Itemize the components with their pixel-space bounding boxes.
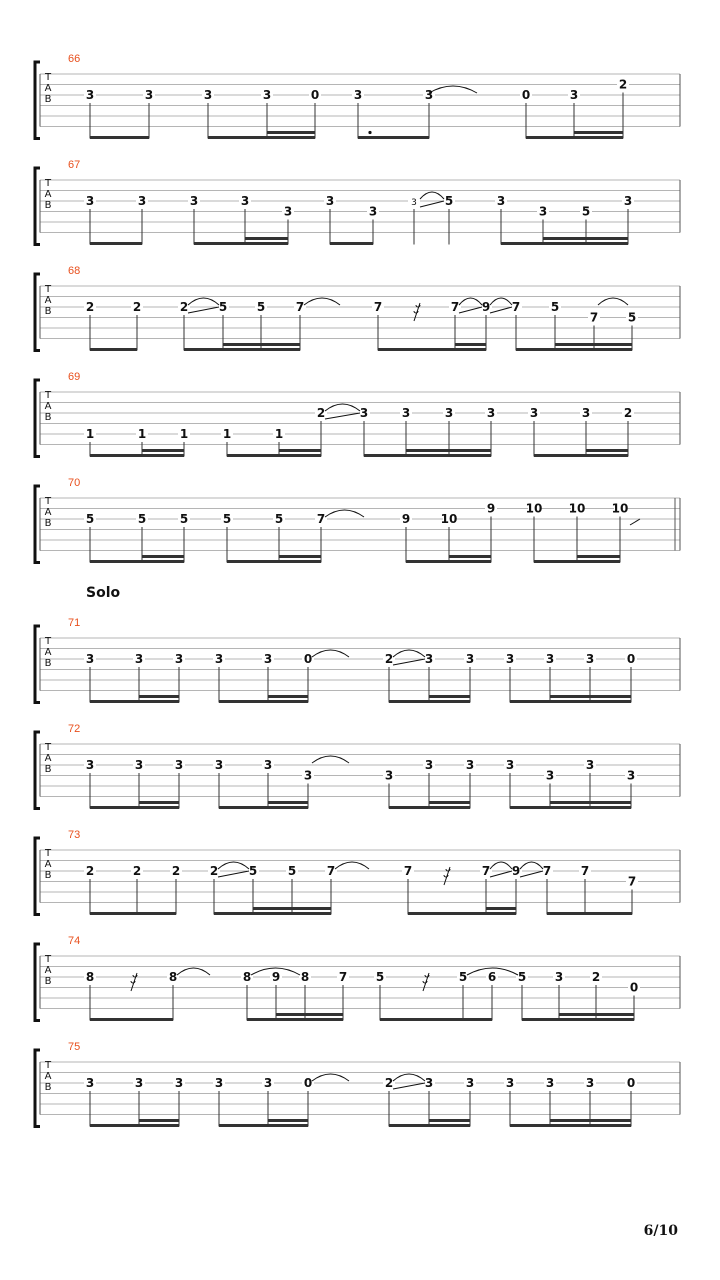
fret-number: 0 (521, 88, 531, 102)
fret-number: 1 (222, 427, 232, 441)
fret-number: 0 (303, 652, 313, 666)
slide-line (218, 871, 249, 877)
fret-number: 0 (303, 1076, 313, 1090)
fret-number: 2 (384, 1076, 394, 1090)
page-number: 6/10 (643, 1223, 678, 1239)
fret-number: 2 (316, 406, 326, 420)
fret-number: 3 (554, 970, 564, 984)
tie-arc (490, 298, 512, 305)
slide-line (490, 871, 512, 877)
fret-number: 3 (203, 88, 213, 102)
fret-number: 6 (487, 970, 497, 984)
fret-number: 2 (209, 864, 219, 878)
tie-arc (188, 298, 219, 305)
fret-number: 3 (585, 758, 595, 772)
fret-number: 3 (623, 194, 633, 208)
fret-number: 1 (85, 427, 95, 441)
tab-clef-letter: T (44, 72, 52, 83)
fret-number: 3 (174, 1076, 184, 1090)
fret-number: 5 (274, 512, 284, 526)
fret-number: 2 (132, 300, 142, 314)
fret-number: 2 (132, 864, 142, 878)
fret-number: 3 (626, 768, 636, 783)
fret-number: 0 (629, 980, 639, 995)
fret-number: 3 (214, 652, 224, 666)
fret-number: 3 (174, 758, 184, 772)
fret-number: 7 (580, 864, 590, 878)
fret-number: 3 (283, 204, 293, 219)
fret-number: 3 (263, 1076, 273, 1090)
sixteenth-rest (423, 973, 429, 991)
system-bracket (35, 380, 40, 457)
tab-system (35, 371, 680, 457)
fret-number: 3 (465, 652, 475, 666)
system-bracket (35, 486, 40, 563)
tie-arc (325, 404, 360, 411)
fret-number: 7 (295, 300, 305, 314)
fret-number: 5 (375, 970, 385, 984)
system-bracket (35, 168, 40, 245)
fret-number: 2 (171, 864, 181, 878)
fret-number: 5 (256, 300, 266, 314)
tab-system (35, 1041, 680, 1127)
fret-number: 3 (585, 1076, 595, 1090)
sixteenth-rest (444, 867, 450, 885)
fret-number: 3 (85, 194, 95, 208)
slide-line (630, 519, 640, 525)
fret-number: 7 (326, 864, 336, 878)
fret-number: 7 (627, 874, 637, 889)
fret-number: 3 (214, 1076, 224, 1090)
fret-number: 8 (168, 970, 178, 984)
fret-number: 3 (505, 758, 515, 772)
tab-clef-letter: A (44, 647, 52, 658)
fret-number: 9 (271, 970, 281, 984)
tab-clef-letter: A (44, 1071, 52, 1082)
fret-number: 3 (189, 194, 199, 208)
tie-arc (312, 756, 349, 763)
tab-system (35, 617, 680, 703)
fret-number: 7 (481, 864, 491, 878)
fret-number: 3 (538, 204, 548, 219)
tab-clef-letter: B (44, 200, 52, 211)
fret-number: 1 (137, 427, 147, 441)
tie-arc (177, 968, 210, 975)
fret-number: 3 (134, 652, 144, 666)
measure-number: 72 (68, 723, 81, 735)
fret-number: 3 (545, 1076, 555, 1090)
fret-number: 2 (618, 77, 628, 92)
fret-number: 7 (403, 864, 413, 878)
fret-number: 3 (137, 194, 147, 208)
fret-number: 3 (465, 758, 475, 772)
system-bracket (35, 944, 40, 1021)
tab-systems (35, 53, 680, 1127)
fret-number: 3 (424, 652, 434, 666)
fret-number: 10 (440, 512, 458, 526)
tie-arc (490, 862, 512, 869)
tab-system (35, 723, 680, 809)
rhythm-dot (368, 131, 371, 134)
tab-clef-letter: B (44, 306, 52, 317)
tab-clef-letter: A (44, 189, 52, 200)
slide-line (393, 659, 425, 665)
fret-number: 5 (222, 512, 232, 526)
fret-number: 3 (174, 652, 184, 666)
fret-number: 3 (214, 758, 224, 772)
tie-arc (312, 650, 349, 657)
tie-arc (335, 862, 369, 869)
tab-system (35, 829, 680, 915)
tab-clef-letter: A (44, 83, 52, 94)
tie-arc (420, 192, 444, 199)
fret-number: 5 (444, 194, 454, 208)
fret-number: 3 (496, 194, 506, 208)
tab-clef-letter: A (44, 507, 52, 518)
slide-line (520, 871, 543, 877)
tab-clef-letter: A (44, 859, 52, 870)
slide-line (325, 413, 360, 419)
fret-number: 3 (581, 406, 591, 420)
tab-clef-letter: T (44, 496, 52, 507)
fret-number: 2 (623, 406, 633, 420)
fret-number: 5 (550, 300, 560, 314)
fret-number: 2 (85, 864, 95, 878)
measure-number: 68 (68, 265, 81, 277)
tab-system (35, 159, 680, 245)
tie-arc (218, 862, 249, 869)
fret-number: 2 (591, 970, 601, 984)
fret-number: 3 (303, 768, 313, 783)
tie-arc (304, 298, 340, 305)
system-bracket (35, 62, 40, 139)
fret-number: 9 (481, 300, 491, 314)
tab-system (35, 265, 680, 351)
tab-clef-letter: T (44, 284, 52, 295)
fret-number: 3 (505, 1076, 515, 1090)
measure-number: 74 (68, 935, 81, 947)
fret-number: 3 (505, 652, 515, 666)
fret-number: 3 (263, 652, 273, 666)
fret-number: 5 (218, 300, 228, 314)
tab-clef-letter: T (44, 954, 52, 965)
fret-number: 8 (85, 970, 95, 984)
tab-system (35, 935, 680, 1021)
fret-number: 5 (248, 864, 258, 878)
fret-number: 5 (287, 864, 297, 878)
fret-number: 7 (450, 300, 460, 314)
fret-number: 9 (401, 512, 411, 526)
tab-clef-letter: A (44, 401, 52, 412)
fret-number: 10 (525, 501, 543, 516)
tab-clef-letter: T (44, 178, 52, 189)
fret-number: 1 (274, 427, 284, 441)
slide-line (420, 201, 444, 207)
fret-number: 8 (300, 970, 310, 984)
fret-number: 5 (627, 310, 637, 325)
measure-number: 69 (68, 371, 81, 383)
fret-number: 0 (310, 88, 320, 102)
fret-number: 8 (242, 970, 252, 984)
tie-arc (459, 298, 482, 305)
tab-system (35, 477, 680, 563)
slide-line (490, 307, 512, 313)
tab-clef-letter: T (44, 636, 52, 647)
fret-number: 3 (401, 406, 411, 420)
tie-arc (520, 862, 543, 869)
fret-number: 3 (384, 768, 394, 783)
fret-number: 3 (85, 758, 95, 772)
measure-number: 71 (68, 617, 81, 629)
measure-number: 73 (68, 829, 81, 841)
tie-arc (393, 650, 425, 657)
fret-number: 1 (179, 427, 189, 441)
fret-number: 3 (262, 88, 272, 102)
tie-arc (312, 1074, 349, 1081)
section-label-solo: Solo (86, 585, 121, 601)
fret-number: 3 (134, 758, 144, 772)
tab-clef-letter: T (44, 1060, 52, 1071)
fret-number: 3 (486, 406, 496, 420)
fret-number: 7 (542, 864, 552, 878)
fret-number: 3 (424, 758, 434, 772)
fret-number: 3 (545, 652, 555, 666)
fret-number: 7 (511, 300, 521, 314)
measure-number: 75 (68, 1041, 81, 1053)
fret-number: 3 (325, 194, 335, 208)
fret-number: 7 (316, 512, 326, 526)
fret-number: 3 (85, 88, 95, 102)
slide-line (459, 307, 482, 313)
system-bracket (35, 838, 40, 915)
fret-number: 3 (411, 198, 417, 208)
sixteenth-rest (131, 973, 137, 991)
fret-number: 2 (384, 652, 394, 666)
tab-clef-letter: A (44, 965, 52, 976)
tab-clef-letter: B (44, 1082, 52, 1093)
tab-clef-letter: B (44, 764, 52, 775)
tab-clef-letter: T (44, 848, 52, 859)
fret-number: 3 (424, 1076, 434, 1090)
tab-clef-letter: B (44, 658, 52, 669)
fret-number: 3 (569, 88, 579, 102)
fret-number: 3 (529, 406, 539, 420)
fret-number: 10 (611, 501, 629, 516)
system-bracket (35, 626, 40, 703)
tie-arc (325, 510, 364, 517)
fret-number: 3 (144, 88, 154, 102)
fret-number: 0 (626, 1076, 636, 1090)
fret-number: 3 (368, 204, 378, 219)
system-bracket (35, 1050, 40, 1127)
tab-system (35, 53, 680, 139)
fret-number: 3 (585, 652, 595, 666)
fret-number: 5 (85, 512, 95, 526)
fret-number: 2 (85, 300, 95, 314)
fret-number: 3 (353, 88, 363, 102)
fret-number: 5 (458, 970, 468, 984)
tab-clef-letter: A (44, 753, 52, 764)
fret-number: 3 (545, 768, 555, 783)
system-bracket (35, 732, 40, 809)
slide-line (188, 307, 219, 313)
fret-number: 3 (240, 194, 250, 208)
fret-number: 3 (444, 406, 454, 420)
measure-number: 66 (68, 53, 81, 65)
fret-number: 3 (263, 758, 273, 772)
fret-number: 9 (511, 864, 521, 878)
measure-number: 67 (68, 159, 81, 171)
tab-clef-letter: B (44, 412, 52, 423)
measure-number: 70 (68, 477, 81, 489)
fret-number: 5 (517, 970, 527, 984)
fret-number: 3 (465, 1076, 475, 1090)
fret-number: 7 (373, 300, 383, 314)
tab-clef-letter: T (44, 742, 52, 753)
fret-number: 3 (424, 88, 434, 102)
sixteenth-rest (414, 303, 420, 321)
tab-clef-letter: T (44, 390, 52, 401)
fret-number: 3 (85, 1076, 95, 1090)
fret-number: 3 (85, 652, 95, 666)
fret-number: 10 (568, 501, 586, 516)
tab-clef-letter: A (44, 295, 52, 306)
tie-arc (429, 86, 477, 93)
fret-number: 3 (134, 1076, 144, 1090)
tab-clef-letter: B (44, 94, 52, 105)
tab-clef-letter: B (44, 976, 52, 987)
tab-clef-letter: B (44, 518, 52, 529)
slide-line (393, 1083, 425, 1089)
fret-number: 2 (179, 300, 189, 314)
fret-number: 0 (626, 652, 636, 666)
fret-number: 5 (179, 512, 189, 526)
tab-clef-letter: B (44, 870, 52, 881)
fret-number: 5 (581, 204, 591, 219)
fret-number: 7 (589, 310, 599, 325)
system-bracket (35, 274, 40, 351)
fret-number: 9 (486, 501, 496, 516)
tie-arc (598, 298, 628, 305)
fret-number: 3 (359, 406, 369, 420)
tie-arc (393, 1074, 425, 1081)
fret-number: 5 (137, 512, 147, 526)
fret-number: 7 (338, 970, 348, 984)
